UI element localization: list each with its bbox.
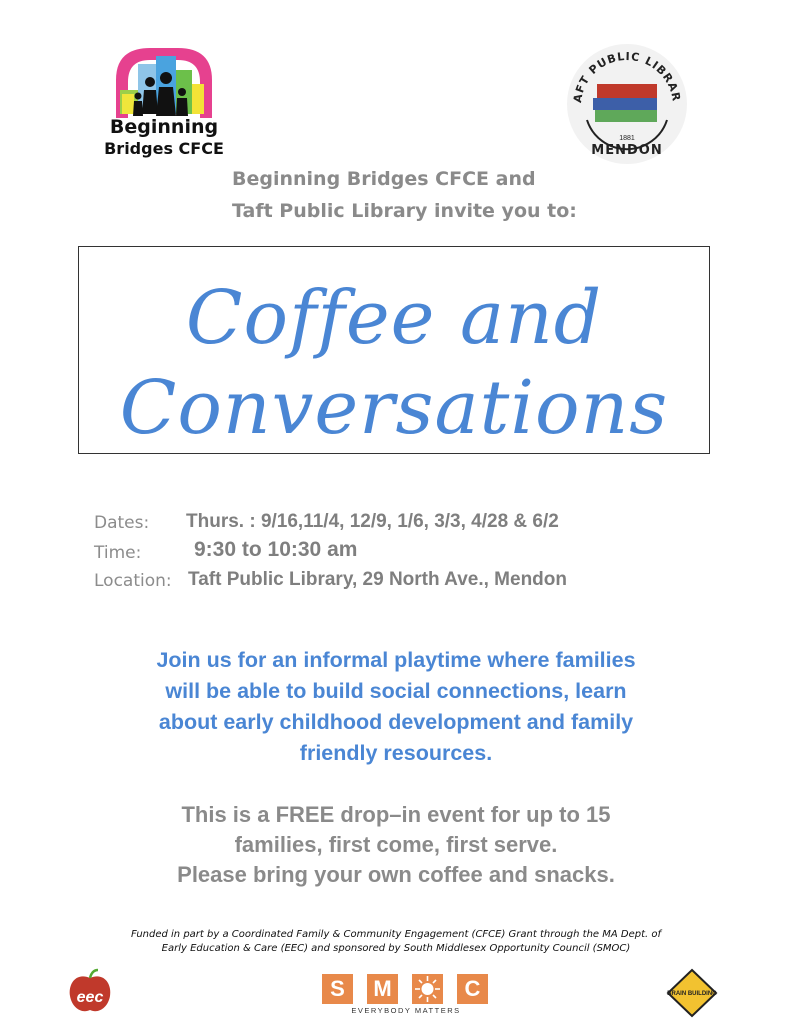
description-line: will be able to build social connections, learn bbox=[165, 679, 627, 703]
eec-text: eec bbox=[76, 989, 104, 1006]
free-info-line: Please bring your own coffee and snacks. bbox=[177, 862, 615, 887]
description-line: about early childhood development and family bbox=[158, 710, 634, 734]
taft-town: MENDON bbox=[591, 143, 663, 158]
description-line: friendly resources. bbox=[299, 741, 493, 765]
invite-line-2: Taft Public Library invite you to: bbox=[232, 200, 577, 222]
title-line-2: Conversations bbox=[119, 365, 669, 451]
bb-logo-line1: Beginning bbox=[109, 116, 219, 138]
title-line-1: Coffee and bbox=[185, 275, 603, 361]
family-houses-icon bbox=[108, 44, 220, 118]
brain-building-text: BRAIN BUILDING bbox=[667, 991, 717, 997]
smoc-letter: C bbox=[457, 974, 488, 1004]
sun-icon bbox=[412, 974, 443, 1004]
title-box bbox=[78, 246, 710, 454]
location-value: Taft Public Library, 29 North Ave., Mendon bbox=[188, 569, 567, 590]
dates-value: Thurs. : 9/16,11/4, 12/9, 1/6, 3/3, 4/28 & 6/2 bbox=[186, 511, 559, 532]
event-description bbox=[92, 645, 700, 769]
free-info-line: families, first come, first serve. bbox=[234, 832, 558, 857]
free-info-line: This is a FREE drop–in event for up to 15 bbox=[181, 802, 611, 827]
taft-library-logo bbox=[563, 40, 691, 168]
funding-line: Funded in part by a Coordinated Family & Community Engagement (CFCE) Grant through the MA Dept. of bbox=[130, 929, 662, 940]
funding-note bbox=[70, 928, 722, 956]
eec-logo bbox=[66, 968, 114, 1016]
taft-arc-text: AFT PUBLIC LIBRAR bbox=[570, 49, 683, 104]
smoc-letter: M bbox=[367, 974, 398, 1004]
bb-logo-line2: Bridges CFCE bbox=[104, 139, 224, 158]
funding-line: Early Education & Care (EEC) and sponsored by South Middlesex Opportunity Council (SMOC) bbox=[161, 943, 631, 954]
free-event-info bbox=[92, 800, 700, 890]
smoc-logo bbox=[322, 974, 490, 1018]
smoc-letter: S bbox=[322, 974, 353, 1004]
book-red-icon bbox=[597, 84, 657, 98]
beginning-bridges-logo bbox=[104, 44, 224, 164]
smoc-tagline: EVERYBODY MATTERS bbox=[351, 1006, 461, 1015]
brain-building-logo bbox=[666, 968, 718, 1018]
time-label: Time: bbox=[94, 543, 142, 563]
book-green-icon bbox=[595, 110, 657, 122]
location-label: Location: bbox=[94, 571, 172, 591]
description-line: Join us for an informal playtime where families bbox=[156, 648, 636, 672]
book-blue-icon bbox=[593, 98, 657, 110]
time-value: 9:30 to 10:30 am bbox=[194, 538, 358, 561]
invite-line-1: Beginning Bridges CFCE and bbox=[232, 168, 536, 190]
dates-label: Dates: bbox=[94, 513, 150, 533]
taft-year: 1881 bbox=[619, 135, 635, 142]
